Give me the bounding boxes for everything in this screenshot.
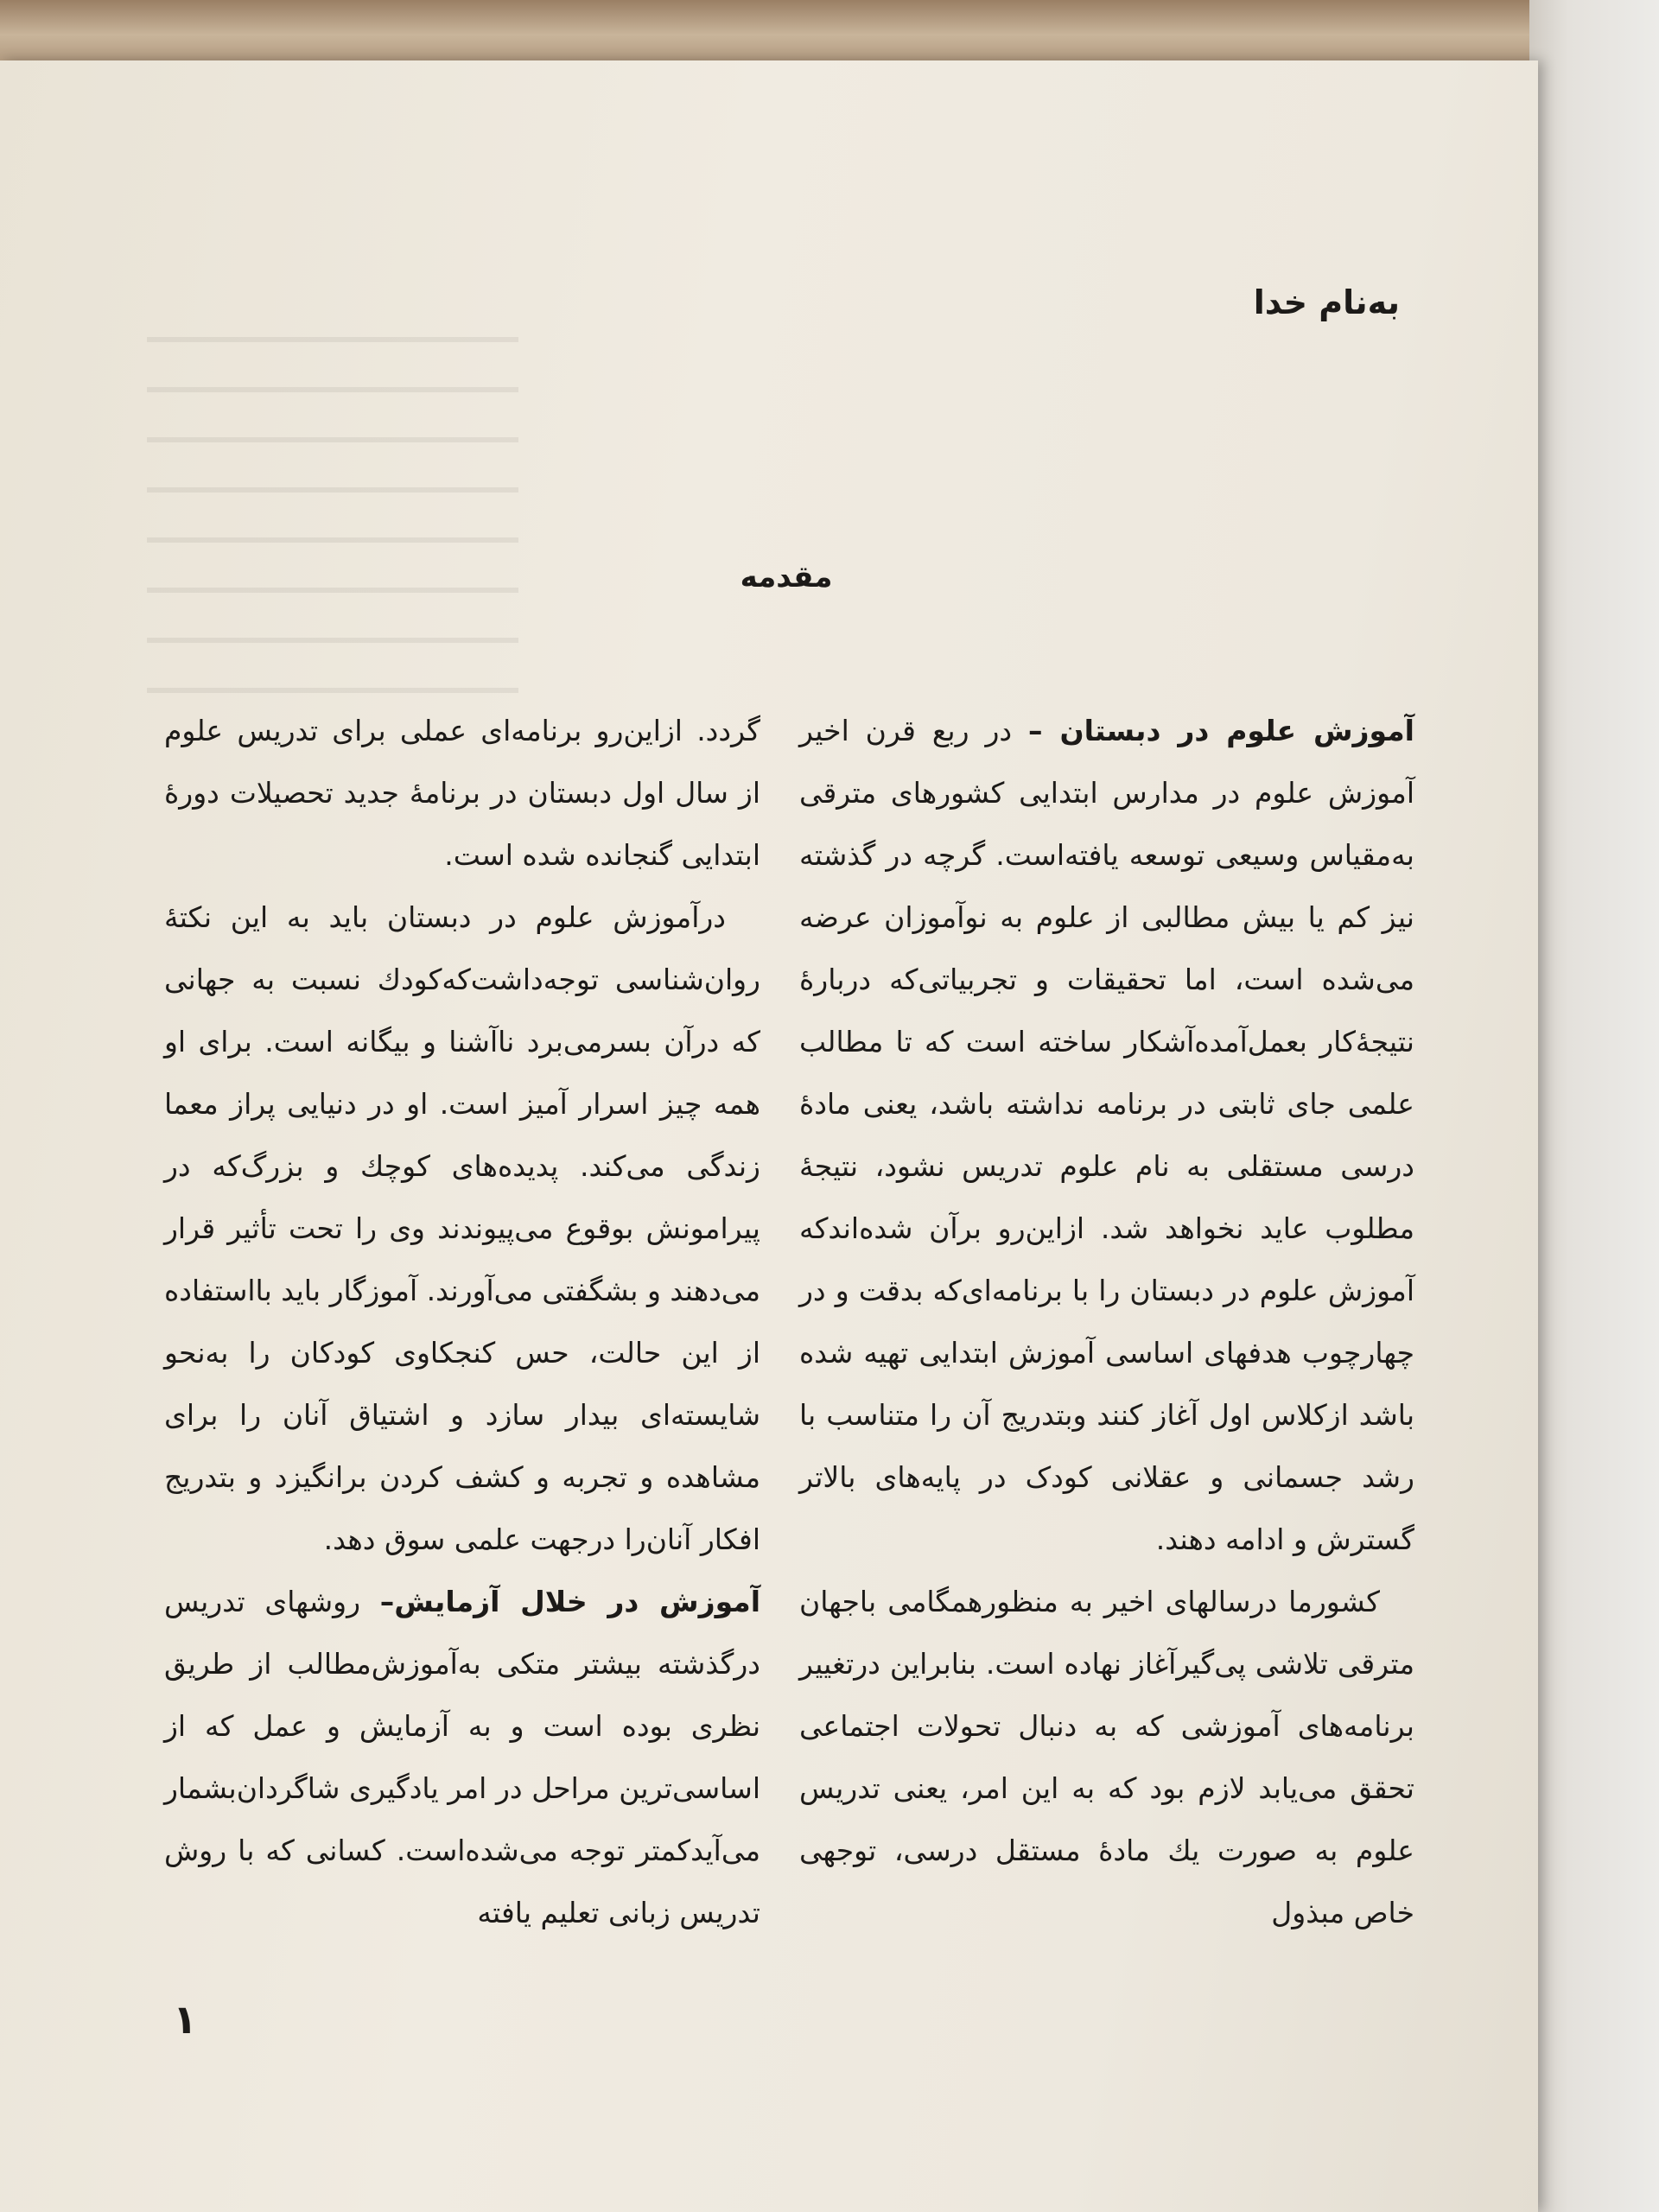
paragraph: کشورما درسالهای اخیر به منظورهمگامی باجهان مترقی تلاشی پی‌گیرآغاز نهاده است. بنابراین درتغییر برنامه‌های آموزشی که به دنبال تحولات اجتماعی تحقق می‌یابد لازم بود که به این امر، یعنی تدریس علوم به صورت یك مادهٔ مستقل درسی، توجهی خاص مبذول xyxy=(799,1585,1414,1929)
section-heading: مقدمه xyxy=(740,560,833,594)
text-column-left xyxy=(164,700,760,1944)
paragraph xyxy=(799,700,1414,1571)
page-number: ۱ xyxy=(173,1996,198,2043)
paragraph xyxy=(164,1571,760,1944)
book-page xyxy=(0,60,1538,2212)
paragraph-body: روشهای تدریس درگذشته بیشتر متکی به‌آموزش‌مطالب از طریق نظری بوده است و به آزمایش و عمل که از اساسی‌ترین مراحل در امر یادگیری شاگردان‌بشمار می‌آیدکمتر توجه می‌شده‌است. کسانی که با روش تدریس زبانی تعلیم یافته xyxy=(164,1585,760,1929)
paragraph-lead: آموزش در خلال آزمایش– xyxy=(379,1585,761,1618)
paragraph-body: در ربع قرن اخیر آموزش علوم در مدارس ابتدایی کشورهای مترقی به‌مقیاس وسیعی توسعه یافته‌است. گرچه در گذشته نیز کم یا بیش مطالبی از علوم به نوآموزان عرضه می‌شده است، اما تحقیقات و تجربیاتی‌که دربارهٔ نتیجهٔ‌کار بعمل‌آمده‌آشکار ساخته است که تا مطالب علمی جای ثابتی در برنامه نداشته باشد، یعنی مادهٔ درسی مستقلی به نام علوم تدریس نشود، نتیجهٔ مطلوب عاید نخواهد شد. ازاین‌رو برآن شده‌اندکه آموزش علوم در دبستان را با برنامه‌ای‌که بدقت و در چهارچوب هدفهای اساسی آموزش ابتدایی تهیه شده باشد ازکلاس اول آغاز کنند وبتدریج آن را متناسب با رشد جسمانی و عقلانی کودک در پایه‌های بالاتر گسترش و ادامه دهند. xyxy=(799,714,1414,1556)
paragraph-lead: آموزش علوم در دبستان – xyxy=(1028,714,1414,747)
show-through-text xyxy=(147,337,518,700)
text-column-right xyxy=(799,700,1414,1944)
paragraph: گردد. ازاین‌رو برنامه‌ای عملی برای تدریس علوم از سال اول دبستان در برنامهٔ جدید تحصیلات دورهٔ ابتدایی گنجانده شده است. xyxy=(164,714,760,872)
next-page-edge xyxy=(1529,0,1659,2212)
paragraph: درآموزش علوم در دبستان باید به این نکتهٔ روان‌شناسی توجه‌داشت‌که‌کودك نسبت به جهانی که درآن بسرمی‌برد ناآشنا و بیگانه است. برای او همه چیز اسرار آمیز است. او در دنیایی پراز معما زندگی می‌کند. پدیده‌های کوچك و بزرگ‌که در پیرامونش بوقوع می‌پیوندند وی را تحت تأثیر قرار می‌دهند و بشگفتی می‌آورند. آموزگار باید بااستفاده از این حالت، حس کنجکاوی کودکان را به‌نحو شایسته‌ای بیدار سازد و اشتیاق آنان را برای مشاهده و تجربه و کشف کردن برانگیزد و بتدریج افکار آنان‌را درجهت علمی سوق دهد. xyxy=(164,900,760,1556)
basmala-title: به‌نام خدا xyxy=(1253,283,1400,321)
